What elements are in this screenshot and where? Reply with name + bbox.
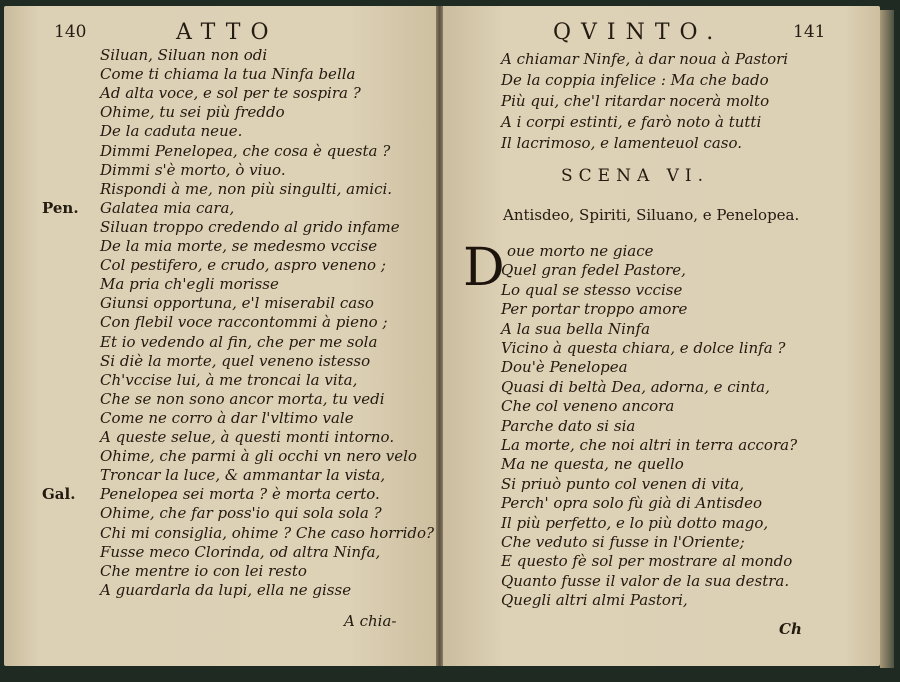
right-page-number: 141	[793, 22, 826, 42]
verse-line: A la sua bella Ninfa	[501, 319, 651, 338]
verse-line: Quel gran fedel Pastore,	[501, 261, 686, 280]
verse-line: Fusse meco Clorinda, od altra Ninfa,	[100, 542, 381, 561]
verse-line: Chi mi consiglia, ohime ? Che caso horrido?	[100, 523, 435, 542]
verse-line: Con flebil voce raccontommi à pieno ;	[100, 313, 388, 332]
verse-line: Più qui, che'l ritardar nocerà molto	[501, 92, 770, 110]
verse-line: Che col veneno ancora	[501, 397, 675, 416]
book-gutter	[436, 6, 443, 666]
verse-line: Quegli altri almi Pastori,	[501, 591, 688, 610]
verse-line: De la mia morte, se medesmo vccise	[100, 237, 378, 255]
verse-line: A queste selue, à questi monti intorno.	[100, 428, 395, 446]
verse-line: Ch'vccise lui, à me troncai la vita,	[100, 370, 358, 389]
left-running-head: ATTO	[176, 20, 279, 45]
verse-line: Perch' opra solo fù già di Antisdeo	[501, 494, 763, 513]
verse-line: La morte, che noi altri in terra accora?	[501, 436, 798, 454]
verse-line: Ohime, tu sei più freddo	[100, 103, 285, 122]
verse-line: Ohime, che far poss'io qui sola sola ?	[100, 504, 382, 523]
verse-line: Dou'è Penelopea	[501, 358, 628, 377]
verse-line: Che mentre io con lei resto	[100, 561, 307, 580]
page-edges	[880, 10, 894, 668]
left-catchword: A chia-	[344, 612, 397, 630]
right-running-head: QVINTO.	[553, 20, 724, 45]
verse-line: Siluan, Siluan non odi	[100, 46, 268, 64]
verse-line: A guardarla da lupi, ella ne gisse	[100, 580, 352, 599]
verse-line: Si priuò punto col venen di vita,	[501, 474, 745, 493]
verse-line: oue morto ne giace	[507, 242, 654, 260]
left-page-number: 140	[54, 22, 87, 42]
verse-line: Ma pria ch'egli morisse	[100, 275, 279, 294]
verse-line: Col pestifero, e crudo, aspro veneno ;	[100, 256, 386, 275]
verse-line: Ohime, che parmi à gli occhi vn nero velo	[100, 447, 417, 466]
verse-line: Per portar troppo amore	[501, 300, 688, 319]
verse-line: Come ti chiama la tua Ninfa bella	[100, 65, 356, 84]
verse-line: Ad alta voce, e sol per te sospira ?	[100, 84, 361, 103]
verse-line: Ma ne questa, ne quello	[501, 455, 684, 474]
verse-line: Che se non sono ancor morta, tu vedi	[100, 389, 385, 408]
verse-line: Rispondi à me, non più singulti, amici.	[100, 179, 393, 198]
verse-line: Che veduto si fusse in l'Oriente;	[501, 533, 745, 551]
verse-line: A chiamar Ninfe, à dar noua à Pastori	[501, 50, 789, 68]
right-catchword: Ch	[779, 620, 802, 638]
right-page	[443, 6, 880, 666]
verse-line: Il più perfetto, e lo più dotto mago,	[501, 513, 769, 532]
verse-line: Et io vedendo al fin, che per me sola	[100, 332, 378, 351]
verse-line: Quasi di beltà Dea, adorna, e cinta,	[501, 377, 770, 396]
verse-line: Dimmi s'è morto, ò viuo.	[100, 160, 286, 179]
verse-line: Lo qual se stesso vccise	[501, 280, 683, 299]
verse-line: Dimmi Penelopea, che cosa è questa ?	[100, 141, 391, 160]
verse-line: Quanto fusse il valor de la sua destra.	[501, 571, 790, 590]
verse-line: Siluan troppo credendo al grido infame	[100, 217, 400, 236]
verse-line: Penelopea sei morta ? è morta certo.	[100, 485, 380, 504]
verse-line: Come ne corro à dar l'vltimo vale	[100, 408, 354, 427]
verse-line: E questo fè sol per mostrare al mondo	[501, 552, 793, 571]
speaker-label: Pen.	[42, 198, 79, 217]
verse-line: Galatea mia cara,	[100, 198, 235, 217]
verse-line: Il lacrimoso, e lamenteuol caso.	[501, 134, 743, 152]
verse-line: De la coppia infelice : Ma che bado	[501, 71, 769, 89]
verse-line: Parche dato si sia	[501, 416, 636, 435]
speaker-label: Gal.	[42, 485, 76, 504]
left-page	[4, 6, 436, 666]
verse-line: De la caduta neue.	[100, 122, 243, 141]
verse-line: A i corpi estinti, e farò noto à tutti	[501, 113, 762, 131]
verse-line: Troncar la luce, & ammantar la vista,	[100, 466, 386, 485]
scene-heading: SCENA VI.	[561, 166, 710, 186]
drop-cap: D	[463, 238, 505, 298]
scene-persons: Antisdeo, Spiriti, Siluano, e Penelopea.	[503, 206, 800, 224]
verse-line: Si diè la morte, quel veneno istesso	[100, 351, 371, 370]
verse-line: Giunsi opportuna, e'l miserabil caso	[100, 294, 374, 313]
verse-line: Vicino à questa chiara, e dolce linfa ?	[501, 339, 786, 357]
